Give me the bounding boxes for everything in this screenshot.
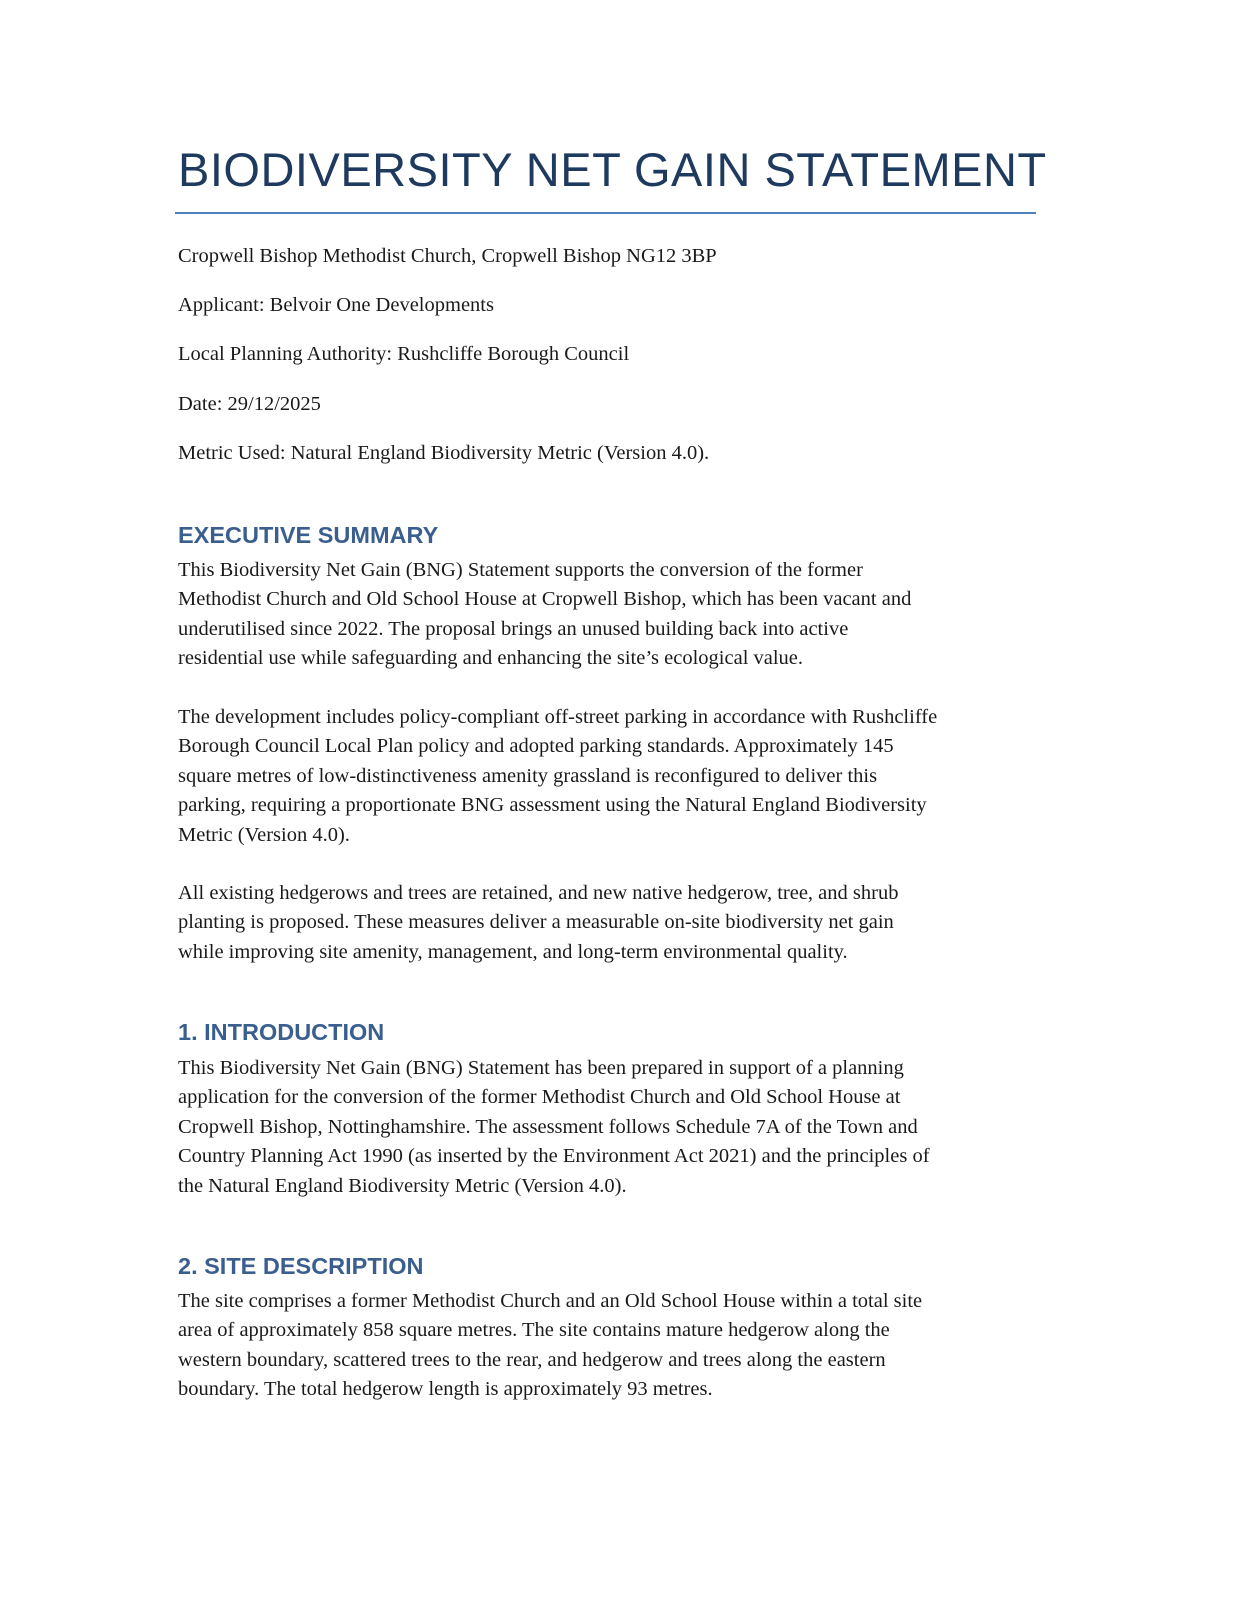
- introduction-paragraph: [178, 1054, 1048, 1201]
- executive-summary-paragraph-2: [178, 703, 1048, 850]
- text-line: This Biodiversity Net Gain (BNG) Statement has been prepared in support of a planning: [178, 1057, 904, 1079]
- text-line: All existing hedgerows and trees are retained, and new native hedgerow, tree, and shrub: [178, 882, 899, 904]
- text-line: This Biodiversity Net Gain (BNG) Statement supports the conversion of the former: [178, 559, 863, 581]
- title-divider: [175, 212, 1036, 214]
- site-description-heading: 2. SITE DESCRIPTION: [178, 1253, 424, 1279]
- text-line: planting is proposed. These measures deliver a measurable on-site biodiversity net gain: [178, 911, 894, 934]
- introduction-heading: 1. INTRODUCTION: [178, 1019, 385, 1045]
- date-line: Date: 29/12/2025: [178, 393, 321, 415]
- metric-line: Metric Used: Natural England Biodiversity Metric (Version 4.0).: [178, 442, 710, 464]
- text-line: residential use while safeguarding and enhancing the site’s ecological value.: [178, 647, 804, 670]
- text-line: parking, requiring a proportionate BNG assessment using the Natural England Biodiversity: [178, 794, 927, 817]
- text-line: square metres of low-distinctiveness amenity grassland is reconfigured to deliver this: [178, 764, 878, 787]
- site-address: Cropwell Bishop Methodist Church, Cropwell Bishop NG12 3BP: [178, 245, 717, 267]
- text-line: Borough Council Local Plan policy and adopted parking standards. Approximately 145: [178, 735, 894, 758]
- text-line: western boundary, scattered trees to the rear, and hedgerow and trees along the eastern: [178, 1348, 886, 1371]
- text-line: Cropwell Bishop, Nottinghamshire. The assessment follows Schedule 7A of the Town and: [178, 1115, 918, 1138]
- document-title: BIODIVERSITY NET GAIN STATEMENT: [178, 143, 1047, 196]
- applicant-line: Applicant: Belvoir One Developments: [178, 294, 494, 316]
- executive-summary-heading: EXECUTIVE SUMMARY: [178, 522, 439, 548]
- text-line: while improving site amenity, management, and long-term environmental quality.: [178, 940, 848, 963]
- text-line: the Natural England Biodiversity Metric (Version 4.0).: [178, 1174, 627, 1197]
- text-line: Methodist Church and Old School House at Cropwell Bishop, which has been vacant and: [178, 588, 912, 611]
- text-line: underutilised since 2022. The proposal brings an unused building back into active: [178, 617, 849, 640]
- executive-summary-paragraph-3: [178, 879, 1048, 967]
- text-line: The development includes policy-compliant off-street parking in accordance with Rushcliffe: [178, 706, 938, 728]
- authority-line: Local Planning Authority: Rushcliffe Borough Council: [178, 343, 630, 365]
- executive-summary-paragraph-1: [178, 556, 1048, 674]
- text-line: application for the conversion of the former Methodist Church and Old School House at: [178, 1086, 901, 1109]
- site-description-paragraph: [178, 1287, 1048, 1405]
- text-line: Metric (Version 4.0).: [178, 823, 350, 846]
- text-line: boundary. The total hedgerow length is approximately 93 metres.: [178, 1378, 713, 1401]
- text-line: The site comprises a former Methodist Church and an Old School House within a total site: [178, 1290, 923, 1312]
- text-line: area of approximately 858 square metres. The site contains mature hedgerow along the: [178, 1319, 890, 1342]
- text-line: Country Planning Act 1990 (as inserted by the Environment Act 2021) and the principles of: [178, 1145, 930, 1168]
